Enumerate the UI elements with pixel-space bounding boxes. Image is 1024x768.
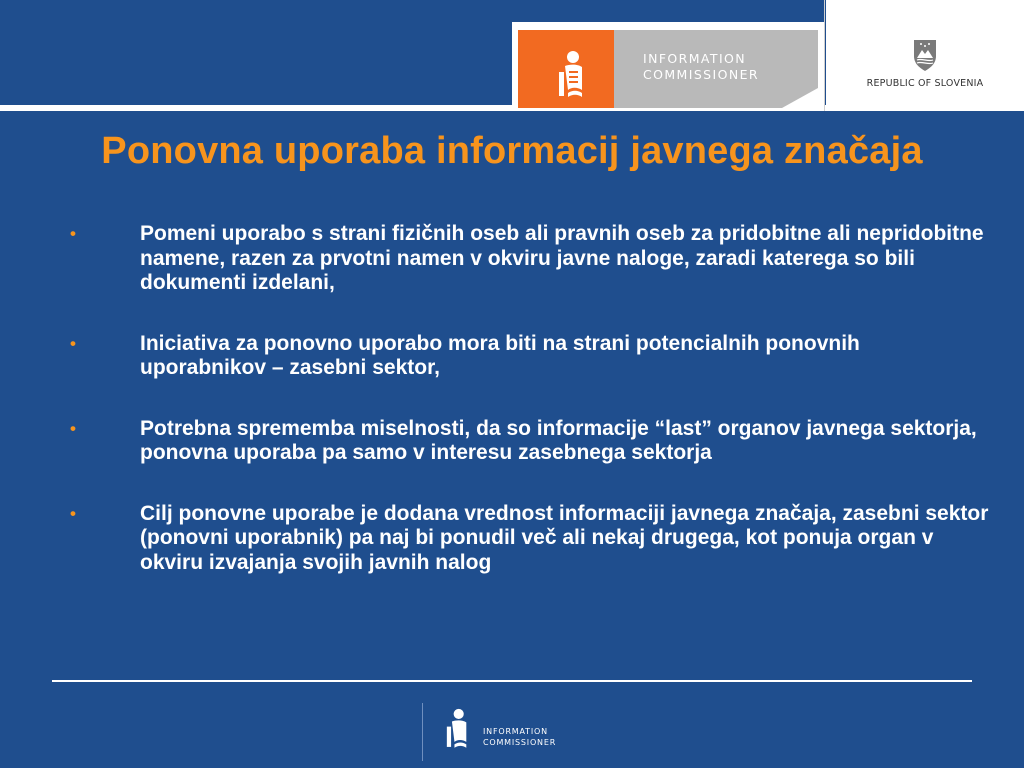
slovenia-coat-of-arms-icon: [912, 38, 938, 72]
logo-text: [643, 51, 759, 83]
bullet-dot-icon: •: [70, 333, 76, 353]
bullet-text: Potrebna sprememba miselnosti, da so informacije “last” organov javnega sektorja, ponovna uporaba pa samo v interesu zasebnega sektorja: [140, 416, 977, 464]
bullet-item: [70, 417, 990, 466]
logo-text-line1: INFORMATION: [643, 51, 747, 66]
footer-separator-line: [52, 680, 972, 682]
footer-logo-line2: COMMISSIONER: [483, 738, 557, 747]
bullet-item: [70, 332, 990, 381]
bullet-item: [70, 222, 990, 296]
information-commissioner-person-icon: [444, 708, 470, 752]
footer-logo-text: [483, 726, 556, 748]
bullet-list: [70, 222, 990, 611]
bullet-text: Cilj ponovne uporabe je dodana vrednost informaciji javnega značaja, zasebni sektor (ponovni uporabnik) pa naj bi ponudil več ali nekaj drugega, kot ponuja organ v okviru izvajanja svojih javnih nalog: [140, 501, 989, 574]
bullet-dot-icon: •: [70, 418, 76, 438]
bullet-text: Pomeni uporabo s strani fizičnih oseb ali pravnih oseb za pridobitne ali nepridobitne namene, razen za prvotni namen v okviru javne naloge, zaradi katerega so bili dokumenti izdelani,: [140, 222, 984, 294]
bullet-dot-icon: •: [70, 503, 76, 523]
footer-vertical-divider: [422, 703, 423, 761]
bullet-text: Iniciativa za ponovno uporabo mora biti na strani potencialnih ponovnih uporabnikov – zasebni sektor,: [140, 331, 860, 379]
bullet-item: [70, 502, 990, 576]
information-commissioner-person-icon: [556, 50, 586, 102]
header-vertical-divider: [824, 0, 825, 111]
footer-logo-line1: INFORMATION: [483, 727, 548, 736]
republic-of-slovenia-text: REPUBLIC OF SLOVENIA: [866, 78, 984, 89]
information-commissioner-logo: [512, 22, 824, 111]
republic-of-slovenia-logo: [826, 0, 1024, 111]
bullet-dot-icon: •: [70, 224, 76, 243]
logo-corner-cut: [782, 88, 818, 108]
logo-text-line2: COMMISSIONER: [643, 67, 759, 82]
logo-orange-block: [518, 30, 614, 108]
slide-title: Ponovna uporaba informacij javnega značaja: [101, 130, 923, 172]
